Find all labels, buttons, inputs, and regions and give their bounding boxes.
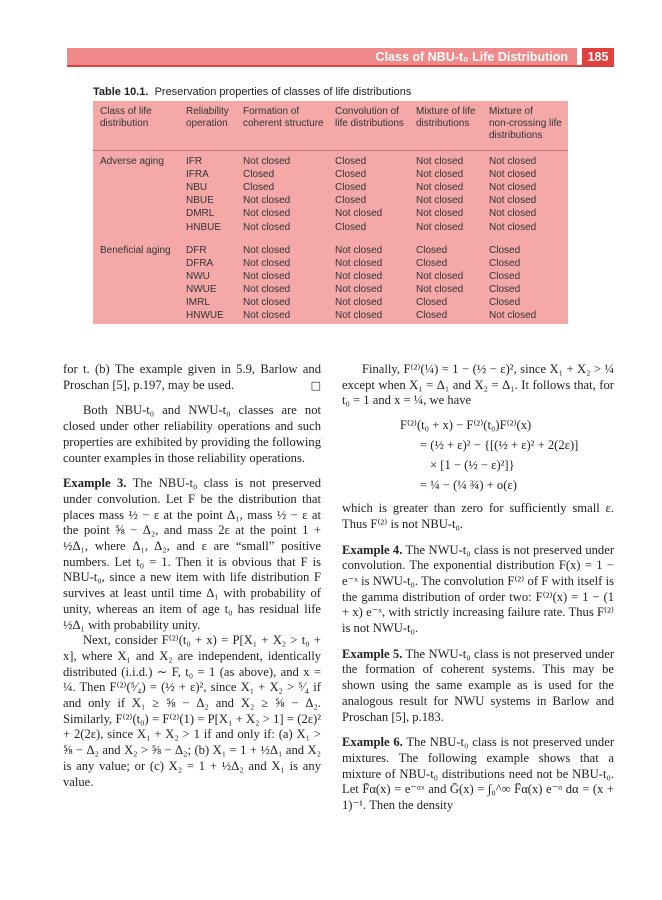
- table-cell: Not closed: [489, 208, 537, 220]
- table-cell: IFRA: [186, 169, 209, 181]
- th-coherent: Formation of coherent structure: [243, 106, 324, 129]
- table-cell: Not closed: [416, 156, 464, 167]
- table-cell: Closed: [335, 169, 367, 181]
- table-row: [93, 168, 568, 181]
- table-cell: Not closed: [335, 257, 383, 269]
- preservation-table: [93, 101, 568, 324]
- table-cell: Not closed: [243, 283, 291, 295]
- paragraph: Finally, F⁽²⁾(¼) = 1 − (½ − ε)², since X₁ + X₂ > ¼ except when X₁ = Δ₁ and X₂ = Δ₁. It follows that, for t₀ = 1 and x = ¼, we have: [342, 362, 614, 408]
- paragraph: Next, consider F⁽²⁾(t₀ + x) = P[X₁ + X₂ > t₀ + x], where X₁ and X₂ are independent, identically distributed (i.i.d.) ∼ F, t₀ = 1 (as above), and x = ¼. Then F⁽²⁾(⁵⁄₄) = (½ + ε)², since X₁ + X₂ > ⁵⁄₄ if and only if X₁ ≥ ⅝ − Δ₂ and X₂ ≥ ⅝ − Δ₂. Similarly, F⁽²⁾(t₀) = F⁽²⁾(1) = P[X₁ + X₂ > 1] = (2ε)² + 2(2ε), since X₁ + X₂ > 1 if and only if: (a) X₁ > ⅝ − Δ₂ and X₂ > ⅝ − Δ₂; (b) X₁ = 1 + ½Δ₁ and X₂ is any value; or (c) X₂ = 1 + ½Δ₂ and X₁ is any value.: [63, 633, 321, 789]
- equation-line: = ¼ − (¼ ¾) + o(ε): [420, 478, 517, 493]
- right-column: [342, 362, 614, 814]
- table-cell: Closed: [489, 270, 521, 282]
- paragraph: which is greater than zero for sufficiently small ε. Thus F⁽²⁾ is not NBU-t₀.: [342, 501, 614, 531]
- table-cell: Not closed: [416, 208, 464, 220]
- table-cell: Closed: [335, 195, 367, 207]
- th-convolution: Convolution of life distributions: [335, 106, 404, 129]
- table-cell: IFR: [186, 156, 203, 167]
- example-label: Example 4.: [342, 542, 403, 557]
- table-cell: Not closed: [243, 208, 291, 220]
- table-cell: Not closed: [243, 270, 291, 282]
- equation-line: = (½ + ε)² − {[(½ + ε)² + 2(2ε)]: [420, 438, 579, 453]
- table-row: [93, 181, 568, 194]
- table-cell: Not closed: [416, 221, 464, 233]
- table-caption: [93, 86, 411, 98]
- running-title: Class of NBU-t₀ Life Distribution: [375, 50, 568, 64]
- table-cell: NBU: [186, 182, 208, 194]
- table-cell: Not closed: [335, 244, 383, 256]
- table-cell: Closed: [335, 182, 367, 194]
- table-cell: Not closed: [335, 297, 383, 308]
- table-caption-text: Preservation properties of classes of life distributions: [154, 86, 412, 98]
- example-label: Example 6.: [342, 735, 403, 750]
- table-cell: NWUE: [186, 283, 217, 295]
- table-cell: Closed: [416, 244, 448, 256]
- table-cell: Closed: [489, 257, 521, 269]
- table-row: [93, 155, 568, 168]
- table-row: [93, 244, 568, 257]
- left-column: [63, 362, 321, 790]
- example-6: Example 6. The NBU-t₀ class is not preserved under mixtures. The following example shows that a mixture of NBU-t₀ distributions need not be NBU-t₀. Let F̄α(x) = e⁻ᵅˣ and Ḡ(x) = ∫₀^∞ F̄α(x) e⁻ᵅ dα = (x + 1)⁻¹. Then the density: [342, 735, 615, 813]
- paragraph: for t. (b) The example given in 5.9, Barlow and Proschan [5], p.197, may be used. □: [63, 362, 321, 392]
- table-cell: Not closed: [243, 297, 291, 308]
- table-cell: Closed: [416, 257, 448, 269]
- table-cell: Not closed: [489, 169, 537, 181]
- table-cell: HNBUE: [186, 221, 222, 233]
- table-row: [93, 296, 568, 309]
- table-cell: Closed: [335, 221, 367, 233]
- equation-line: × [1 − (½ − ε)²]}: [430, 458, 515, 473]
- table-cell: DMRL: [186, 208, 215, 220]
- example-4: Example 4. The NWU-t₀ class is not preserved under convolution. The exponential distribution F(x) = 1 − e⁻ˣ is NWU-t₀. The convolution F⁽²⁾ of F with itself is the gamma distribution of order two: F⁽²⁾(x) = 1 − (1 + x) e⁻ˣ, with strictly increasing failure rate. Thus F⁽²⁾ is not NWU-t₀.: [342, 542, 615, 636]
- table-header: [93, 101, 568, 149]
- paragraph: Both NBU-t₀ and NWU-t₀ classes are not closed under other reliability operations and such properties are exhibited by providing the following counter examples in those reliability operations.: [63, 403, 321, 465]
- equation-line: F⁽²⁾(t₀ + x) − F⁽²⁾(t₀)F⁽²⁾(x): [400, 418, 532, 433]
- th-mixture: Mixture of life distributions: [416, 106, 476, 129]
- table-cell: Not closed: [243, 310, 291, 322]
- example-label: Example 5.: [342, 646, 403, 661]
- table-cell: Not closed: [243, 195, 291, 207]
- table-cell: Not closed: [335, 310, 383, 322]
- table-cell: Closed: [416, 310, 448, 322]
- table-row: [93, 194, 568, 207]
- table-cell: Not closed: [489, 156, 537, 167]
- table-cell: Not closed: [489, 310, 537, 322]
- th-reliability: Reliability operation: [186, 106, 229, 129]
- table-cell: Not closed: [243, 244, 291, 256]
- table-cell: NWU: [186, 270, 210, 282]
- table-cell: Not closed: [416, 182, 464, 194]
- table-row: [93, 221, 568, 234]
- table-cell: Not closed: [489, 182, 537, 194]
- table-cell: Not closed: [335, 283, 383, 295]
- th-class: Class of life distribution: [100, 106, 152, 129]
- qed-symbol: □: [310, 378, 321, 392]
- table-row: [93, 309, 568, 322]
- header-rule: [67, 65, 614, 67]
- table-cell: Closed: [416, 297, 448, 308]
- table-cell: IMRL: [186, 297, 210, 308]
- table-cell: Not closed: [243, 156, 291, 167]
- table-cell: NBUE: [186, 195, 214, 207]
- table-cell: Not closed: [243, 221, 291, 233]
- table-cell: Not closed: [335, 270, 383, 282]
- table-row: [93, 257, 568, 270]
- table-cell: Closed: [335, 156, 367, 167]
- table-cell: Not closed: [416, 195, 464, 207]
- table-cell: Not closed: [416, 169, 464, 181]
- table-cell: Not closed: [489, 195, 537, 207]
- table-cell: Closed: [489, 297, 521, 308]
- table-row: [93, 270, 568, 283]
- table-cell: Closed: [243, 169, 275, 181]
- table-cell: Not closed: [489, 221, 537, 233]
- example-label: Example 3.: [63, 476, 127, 491]
- page-number: 185: [582, 48, 614, 66]
- table-cell: Closed: [489, 244, 521, 256]
- table-label: Table 10.1.: [93, 86, 149, 98]
- table-cell: Adverse aging: [100, 156, 164, 167]
- table-cell: Not closed: [243, 257, 291, 269]
- table-cell: Not closed: [416, 283, 464, 295]
- table-cell: Closed: [243, 182, 275, 194]
- table-cell: Not closed: [335, 208, 383, 220]
- example-5: Example 5. The NWU-t₀ class is not preserved under the formation of coherent systems. This may be shown using the same example as is used for the analogous result for NWU systems in Barlow and Proschan [5], p.183.: [342, 646, 615, 724]
- table-header-rule: [93, 150, 568, 151]
- table-cell: HNWUE: [186, 310, 224, 322]
- table-cell: Beneficial aging: [100, 244, 171, 256]
- table-row: [93, 207, 568, 220]
- table-cell: DFR: [186, 244, 207, 256]
- th-mixture-noncrossing: Mixture of non-crossing life distributions: [489, 106, 562, 141]
- table-cell: Closed: [489, 283, 521, 295]
- table-row: [93, 283, 568, 296]
- table-cell: Not closed: [416, 270, 464, 282]
- example-3: Example 3. The NBU-t₀ class is not preserved under convolution. Let F be the distribution that places mass ½ − ε at the point Δ₁, mass ½ − ε at the point ⅝ − Δ₂, and mass 2ε at the point 1 + ½Δ₁, where Δ₁, Δ₂, and ε are “small” positive numbers. Let t₀ = 1. Then it is obvious that F is NBU-t₀, since a new item with life distribution F survives at least until time Δ₁ with probability of unity, whereas an item of age t₀ has residual life ½Δ₁ with probability unity.: [63, 476, 322, 632]
- table-cell: DFRA: [186, 257, 214, 269]
